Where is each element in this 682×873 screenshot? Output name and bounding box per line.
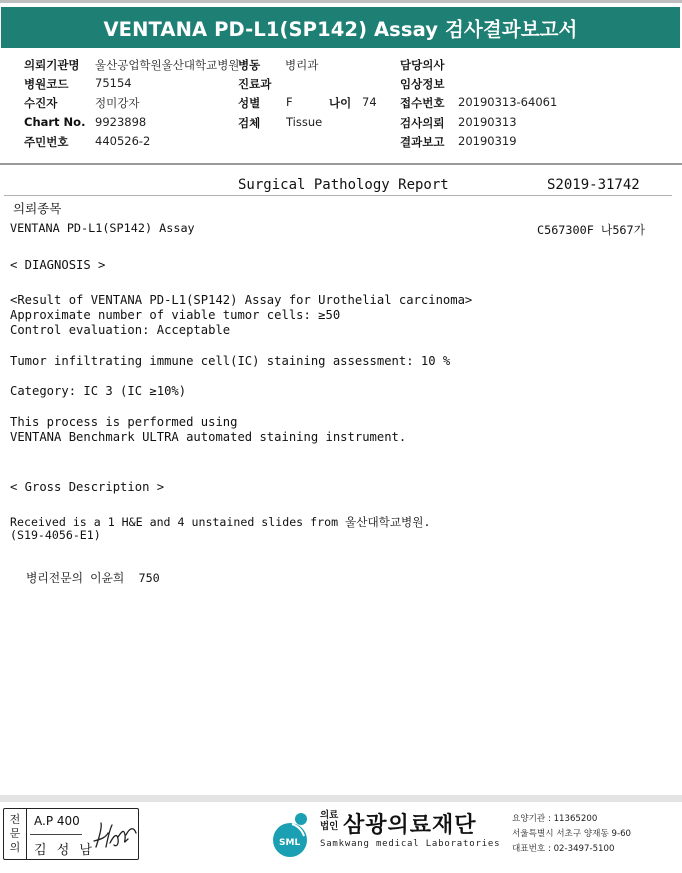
samkwang-logo: [268, 806, 518, 862]
diagnosis-heading: < DIAGNOSIS >: [10, 258, 106, 272]
code-label: 병원코드: [24, 77, 69, 91]
report-date-label: 결과보고: [400, 135, 445, 149]
info-separator: [0, 163, 682, 165]
specimen-value: Tissue: [286, 115, 323, 129]
address: 서울특별시 서초구 양재동 9-60: [512, 829, 632, 839]
dept-label: 진료과: [238, 77, 272, 91]
request-value: 20190313: [458, 115, 517, 129]
specimen-label: 검체: [238, 116, 261, 130]
signature-vertical-label: [4, 809, 27, 859]
result-line: <Result of VENTANA PD-L1(SP142) Assay for Urothelial carcinoma>: [10, 293, 473, 307]
gross-line-1: Received is a 1 H&E and 4 unstained slides from 울산대학교병원.: [10, 515, 431, 529]
institution-number: 요양기관 : 11365200: [512, 814, 598, 824]
sex-value: F: [286, 95, 293, 109]
resident-value: 440526-2: [95, 134, 151, 148]
code-value: 75154: [95, 76, 132, 90]
ward-label: 병동: [238, 58, 261, 72]
footer-separator: [0, 795, 682, 802]
request-label: 검사의뢰: [400, 116, 445, 130]
vertical-char: 의: [9, 841, 21, 854]
sex-label: 성별: [238, 96, 261, 110]
pathologist-line: 병리전문의 이윤희 750: [26, 571, 160, 585]
age-label: 나이: [329, 96, 352, 110]
vertical-char: 전: [9, 813, 21, 826]
handwritten-signature-icon: [92, 817, 138, 855]
corp-label-1: 의료: [320, 810, 339, 821]
patient-info-grid: [0, 52, 682, 162]
category-line: Category: IC 3 (IC ≥10%): [10, 384, 187, 398]
signer-name: 김 성 남: [34, 843, 95, 858]
receipt-label: 접수번호: [400, 96, 445, 110]
gross-heading: < Gross Description >: [10, 480, 165, 494]
ic-line: Tumor infiltrating immune cell(IC) staining assessment: 10 %: [10, 354, 451, 368]
report-number: S2019-31742: [547, 177, 640, 193]
report-type-title: Surgical Pathology Report: [238, 177, 449, 193]
resident-label: 주민번호: [24, 135, 69, 149]
foundation-name: 삼광의료재단: [343, 813, 477, 838]
report-title-banner: [1, 7, 680, 48]
top-bar: [0, 0, 682, 3]
ap-number: A.P 400: [34, 814, 80, 828]
collector-label: 수진자: [24, 96, 58, 110]
vertical-char: 문: [9, 827, 21, 840]
institution-value: 울산공업학원울산대학교병원: [95, 58, 240, 72]
process-line-1: This process is performed using: [10, 415, 238, 429]
signature-box: [3, 808, 139, 860]
control-line: Control evaluation: Acceptable: [10, 323, 231, 337]
report-date-value: 20190319: [458, 134, 517, 148]
collector-value: 정미강자: [95, 96, 140, 110]
ward-value: 병리과: [285, 58, 319, 72]
chart-value: 9923898: [95, 115, 147, 129]
phone-number: 대표번호 : 02-3497-5100: [512, 844, 615, 854]
signature-underline: [30, 834, 82, 835]
institution-label: 의뢰기관명: [24, 58, 80, 72]
foundation-english-name: Samkwang medical Laboratories: [320, 839, 501, 849]
process-line-2: VENTANA Benchmark ULTRA automated staining instrument.: [10, 430, 407, 444]
chart-label: Chart No.: [24, 115, 86, 129]
report-title: VENTANA PD-L1(SP142) Assay 검사결과보고서: [103, 17, 578, 41]
request-item-label: 의뢰종목: [13, 201, 62, 216]
logo-badge-text: SML: [279, 838, 301, 848]
gross-line-2: (S19-4056-E1): [10, 528, 101, 542]
clinical-label: 임상정보: [400, 77, 445, 91]
report-title-underline: [4, 195, 672, 196]
receipt-value: 20190313-64061: [458, 95, 558, 109]
tumor-cells-line: Approximate number of viable tumor cells: ≥50: [10, 308, 341, 322]
doctor-label: 담당의사: [400, 58, 445, 72]
test-code: C567300F 나567가: [537, 223, 646, 237]
age-value: 74: [362, 95, 377, 109]
sml-logo-icon: [268, 810, 318, 860]
test-name: VENTANA PD-L1(SP142) Assay: [10, 221, 195, 235]
corp-label-2: 법인: [320, 821, 339, 832]
